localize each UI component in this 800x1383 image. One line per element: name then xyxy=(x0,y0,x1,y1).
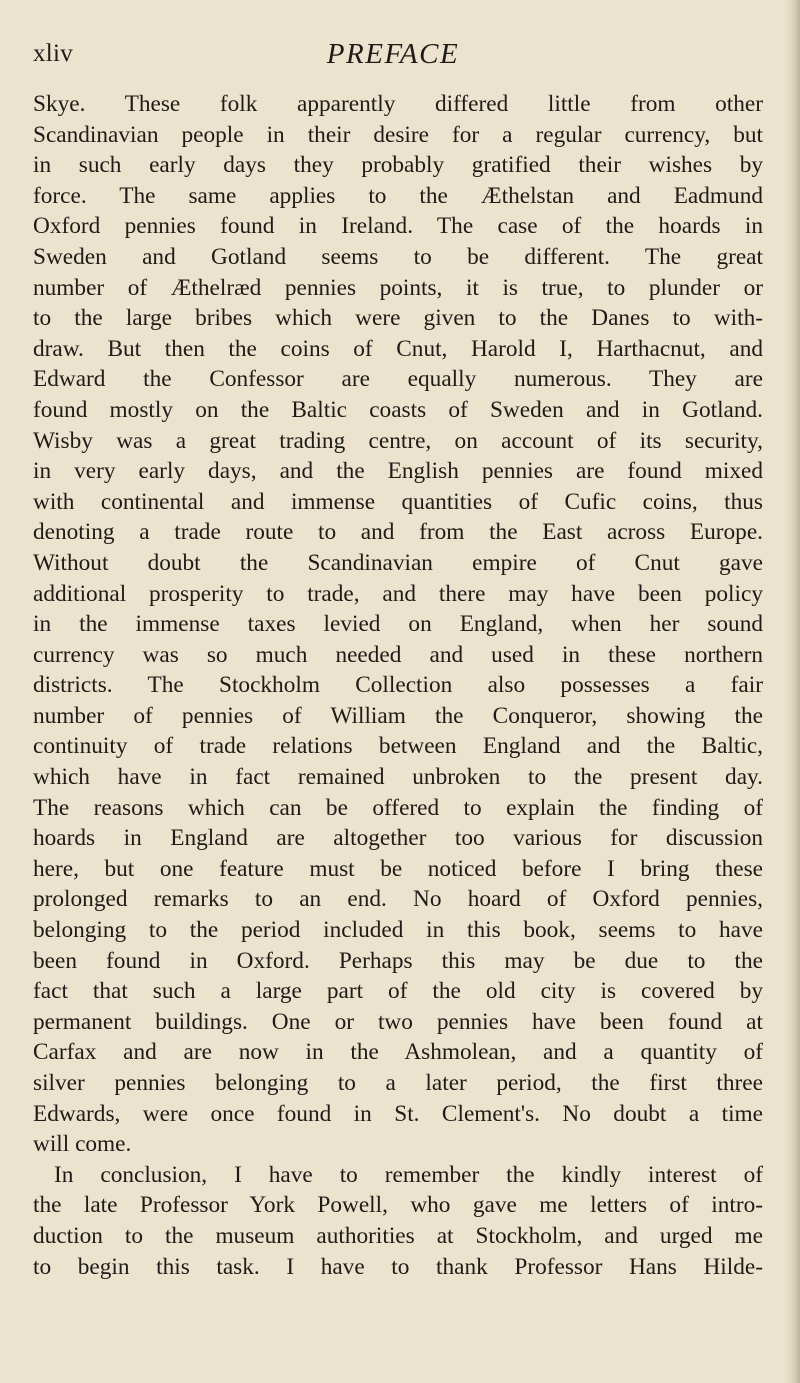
text-line: permanent buildings. One or two pennies have been found at xyxy=(33,1008,763,1035)
text-line: draw. But then the coins of Cnut, Harold I, Harthacnut, and xyxy=(33,335,763,362)
text-line: Skye. These folk apparently differed little from other xyxy=(33,91,763,117)
text-line: which have in fact remained unbroken to the present day. xyxy=(33,764,763,791)
text-line: districts. The Stockholm Collection also possesses a fair xyxy=(33,672,763,699)
text-line: number of pennies of William the Conqueror, showing the xyxy=(33,702,763,729)
text-line: Edwards, were once found in St. Clement's. No doubt a time xyxy=(33,1100,763,1127)
text-line: currency was so much needed and used in these northern xyxy=(33,641,763,668)
text-line: Edward the Confessor are equally numerous. They are xyxy=(33,366,763,393)
text-line: in such early days they probably gratified their wishes by xyxy=(33,152,763,179)
text-line: belonging to the period included in this book, seems to have xyxy=(33,917,763,944)
text-line: Without doubt the Scandinavian empire of Cnut gave xyxy=(33,549,763,576)
text-line: The reasons which can be offered to explain the finding of xyxy=(33,794,763,821)
text-line: number of Æthelræd pennies points, it is true, to plunder or xyxy=(33,274,763,301)
text-line: hoards in England are altogether too various for discussion xyxy=(33,825,763,852)
text-line: in the immense taxes levied on England, when her sound xyxy=(33,611,763,638)
text-line: to the large bribes which were given to the Danes to with- xyxy=(33,305,763,332)
paragraph-first-line: In conclusion, I have to remember the kindly interest of xyxy=(54,1161,763,1188)
running-head: PREFACE xyxy=(326,38,460,70)
text-line: silver pennies belonging to a later period, the first three xyxy=(33,1070,763,1096)
paragraph-end-line: will come. xyxy=(33,1131,132,1158)
text-line: prolonged remarks to an end. No hoard of Oxford pennies, xyxy=(33,886,763,913)
text-line: Scandinavian people in their desire for a regular currency, but xyxy=(33,121,763,148)
text-line: Carfax and are now in the Ashmolean, and a quantity of xyxy=(33,1039,763,1066)
text-line: Oxford pennies found in Ireland. The case of the hoards in xyxy=(33,213,763,240)
text-line: found mostly on the Baltic coasts of Sweden and in Gotland. xyxy=(33,396,763,423)
text-line: duction to the museum authorities at Stockholm, and urged me xyxy=(33,1222,763,1249)
text-line: the late Professor York Powell, who gave me letters of intro- xyxy=(33,1192,763,1219)
text-line: Sweden and Gotland seems to be different. The great xyxy=(33,243,763,270)
text-line: denoting a trade route to and from the East across Europe. xyxy=(33,519,763,546)
text-line: in very early days, and the English pennies are found mixed xyxy=(33,458,763,485)
page-header xyxy=(33,36,753,72)
page-number: xliv xyxy=(33,40,74,67)
page-edge-shadow xyxy=(784,0,800,1383)
text-line: been found in Oxford. Perhaps this may be due to the xyxy=(33,947,763,974)
text-line: additional prosperity to trade, and there may have been policy xyxy=(33,580,763,607)
text-line: here, but one feature must be noticed before I bring these xyxy=(33,855,763,882)
text-line: to begin this task. I have to thank Professor Hans Hilde- xyxy=(33,1253,763,1280)
text-line: continuity of trade relations between England and the Baltic, xyxy=(33,733,763,760)
text-line: with continental and immense quantities of Cufic coins, thus xyxy=(33,488,763,515)
text-line: Wisby was a great trading centre, on account of its security, xyxy=(33,427,763,454)
text-line: fact that such a large part of the old city is covered by xyxy=(33,978,763,1005)
body-text xyxy=(33,89,763,1282)
text-line: force. The same applies to the Æthelstan and Eadmund xyxy=(33,182,763,209)
